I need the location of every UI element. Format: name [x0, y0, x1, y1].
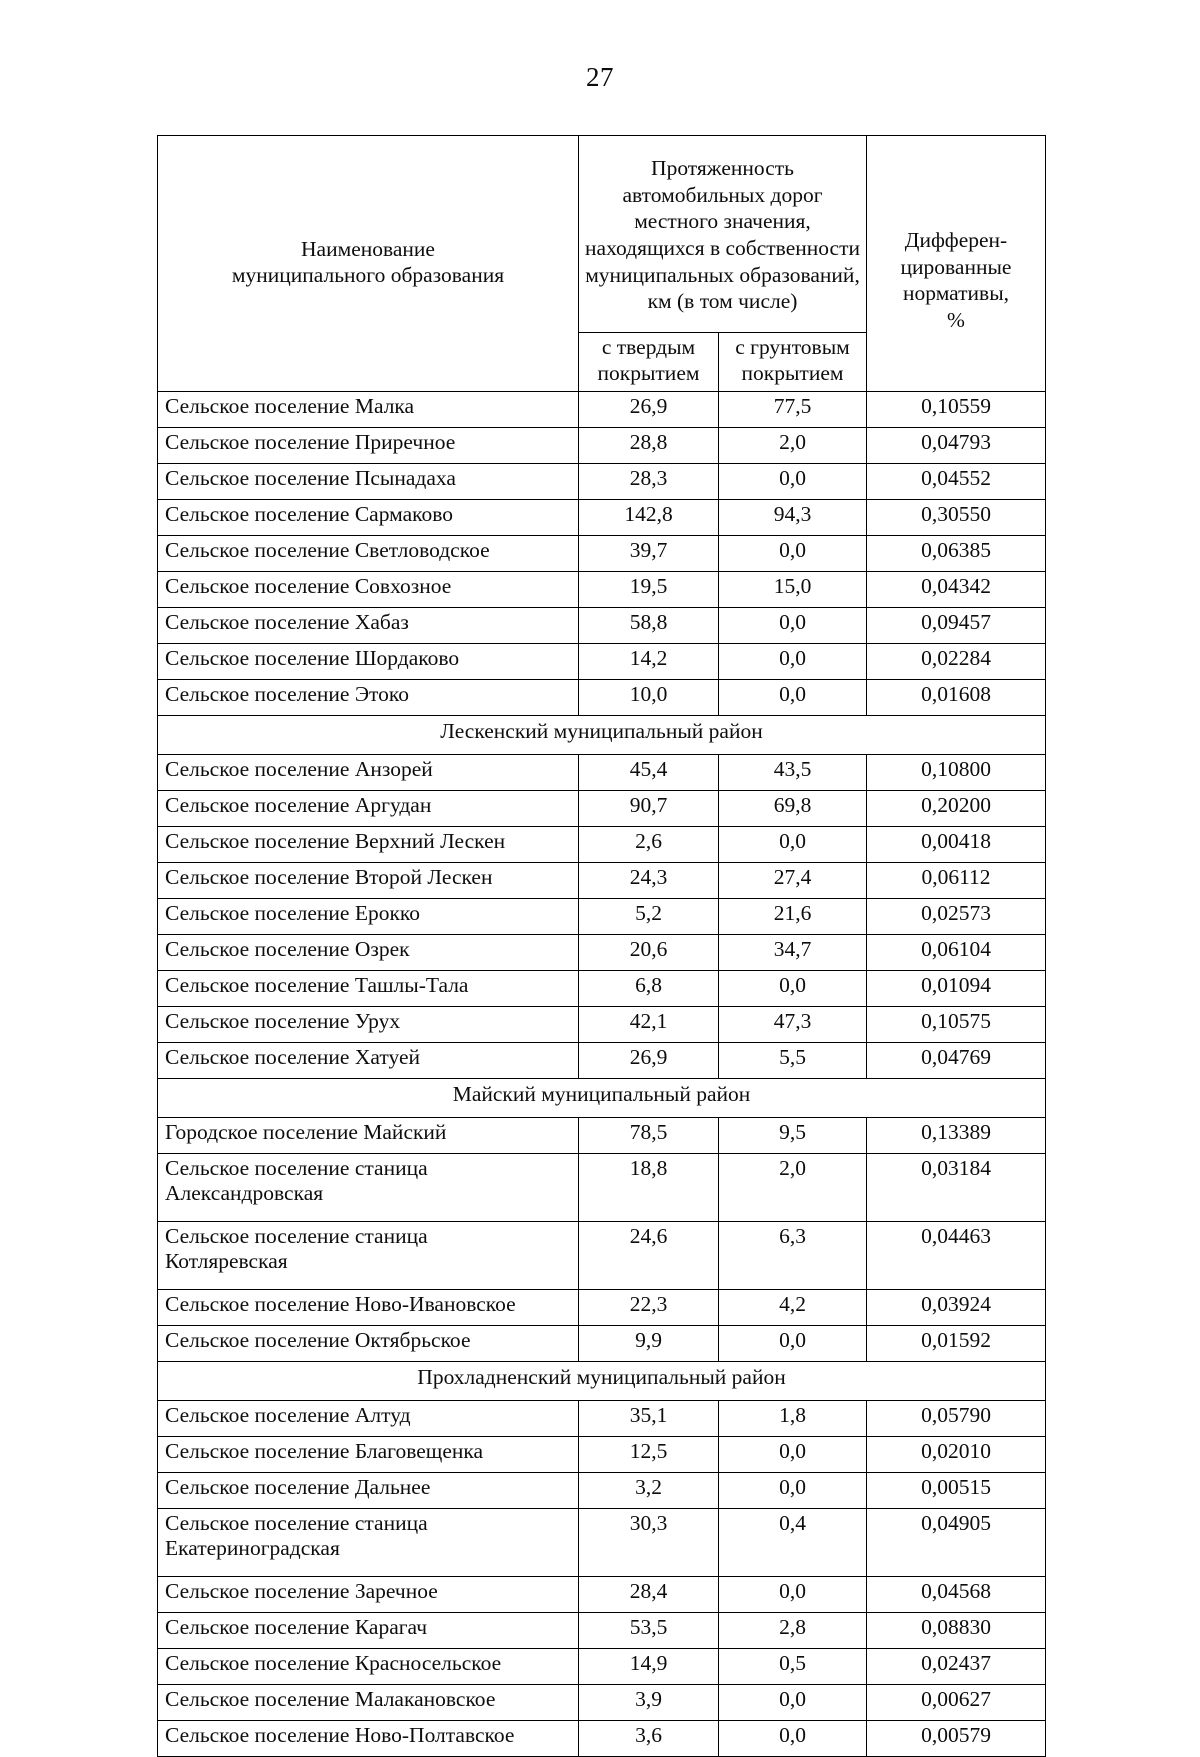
cell-differentiated-norm: 0,10575: [867, 1006, 1046, 1042]
cell-hard-surface-length: 9,9: [579, 1325, 719, 1361]
table-row: [158, 1042, 1046, 1078]
municipality-name-line: Сельское поселение Малакановское: [165, 1686, 496, 1711]
cell-municipality-name: [158, 679, 579, 715]
column-header-soil-surface: [719, 333, 867, 392]
cell-soil-surface-length: 6,3: [719, 1221, 867, 1289]
table-row: [158, 1289, 1046, 1325]
table-row: [158, 391, 1046, 427]
cell-soil-surface-length: 0,0: [719, 1436, 867, 1472]
cell-hard-surface-length: 2,6: [579, 826, 719, 862]
cell-soil-surface-length: 47,3: [719, 1006, 867, 1042]
header-line: цированные: [900, 254, 1012, 279]
municipality-name-line: Сельское поселение станица: [165, 1155, 428, 1180]
table-section-row: [158, 715, 1046, 754]
cell-municipality-name: [158, 1153, 579, 1221]
cell-differentiated-norm: 0,06112: [867, 862, 1046, 898]
header-line: км (в том числе): [647, 289, 798, 314]
municipality-name-line: Сельское поселение Красносельское: [165, 1650, 502, 1675]
cell-soil-surface-length: 5,5: [719, 1042, 867, 1078]
table-header-row-main: [158, 136, 1046, 333]
municipality-name-line: Екатериноградская: [165, 1535, 340, 1560]
cell-differentiated-norm: 0,04905: [867, 1508, 1046, 1576]
cell-municipality-name: [158, 790, 579, 826]
cell-municipality-name: [158, 1325, 579, 1361]
cell-differentiated-norm: 0,04769: [867, 1042, 1046, 1078]
cell-hard-surface-length: 142,8: [579, 499, 719, 535]
cell-hard-surface-length: 39,7: [579, 535, 719, 571]
cell-hard-surface-length: 30,3: [579, 1508, 719, 1576]
cell-differentiated-norm: 0,30550: [867, 499, 1046, 535]
table-row: [158, 643, 1046, 679]
municipality-name-line: Сельское поселение Заречное: [165, 1578, 438, 1603]
cell-hard-surface-length: 26,9: [579, 1042, 719, 1078]
municipality-name-line: Сельское поселение Озрек: [165, 936, 410, 961]
municipality-name-line: Сельское поселение Верхний Лескен: [165, 828, 506, 853]
municipality-name-line: Сельское поселение Ташлы-Тала: [165, 972, 469, 997]
cell-municipality-name: [158, 934, 579, 970]
cell-soil-surface-length: 4,2: [719, 1289, 867, 1325]
cell-differentiated-norm: 0,06104: [867, 934, 1046, 970]
cell-differentiated-norm: 0,02573: [867, 898, 1046, 934]
table-row: [158, 535, 1046, 571]
cell-municipality-name: [158, 1648, 579, 1684]
cell-municipality-name: [158, 1508, 579, 1576]
header-line: с твердым: [601, 335, 696, 359]
cell-differentiated-norm: 0,04793: [867, 427, 1046, 463]
cell-soil-surface-length: 0,0: [719, 826, 867, 862]
cell-differentiated-norm: 0,02284: [867, 643, 1046, 679]
cell-soil-surface-length: 0,5: [719, 1648, 867, 1684]
municipality-name-line: Сельское поселение станица: [165, 1510, 428, 1535]
municipality-name-line: Сельское поселение Ерокко: [165, 900, 421, 925]
cell-hard-surface-length: 28,4: [579, 1576, 719, 1612]
cell-municipality-name: [158, 1042, 579, 1078]
table-row: [158, 1684, 1046, 1720]
header-line: местного значения,: [634, 209, 811, 234]
table-body: [158, 391, 1046, 1756]
table-section-row: [158, 1078, 1046, 1117]
cell-soil-surface-length: 2,8: [719, 1612, 867, 1648]
cell-differentiated-norm: 0,05790: [867, 1400, 1046, 1436]
cell-differentiated-norm: 0,10559: [867, 391, 1046, 427]
column-header-municipality-name: [158, 136, 579, 392]
table-row: [158, 1472, 1046, 1508]
cell-hard-surface-length: 12,5: [579, 1436, 719, 1472]
table-row: [158, 1508, 1046, 1576]
cell-soil-surface-length: 0,0: [719, 535, 867, 571]
header-line: Протяженность: [651, 156, 794, 181]
municipality-name-line: Сельское поселение Светловодское: [165, 537, 490, 562]
cell-municipality-name: [158, 571, 579, 607]
table-row: [158, 1576, 1046, 1612]
cell-municipality-name: [158, 1117, 579, 1153]
table-row: [158, 571, 1046, 607]
cell-soil-surface-length: 15,0: [719, 571, 867, 607]
cell-hard-surface-length: 26,9: [579, 391, 719, 427]
cell-municipality-name: [158, 862, 579, 898]
municipality-name-line: Сельское поселение станица: [165, 1223, 428, 1248]
table-row: [158, 1006, 1046, 1042]
cell-municipality-name: [158, 1400, 579, 1436]
cell-municipality-name: [158, 1221, 579, 1289]
cell-soil-surface-length: 27,4: [719, 862, 867, 898]
section-title: Майский муниципальный район: [158, 1078, 1046, 1117]
cell-municipality-name: [158, 391, 579, 427]
cell-differentiated-norm: 0,13389: [867, 1117, 1046, 1153]
table-row: [158, 754, 1046, 790]
cell-soil-surface-length: 0,0: [719, 1325, 867, 1361]
cell-differentiated-norm: 0,03184: [867, 1153, 1046, 1221]
municipality-name-line: Сельское поселение Второй Лескен: [165, 864, 493, 889]
municipality-name-line: Сельское поселение Ново-Полтавское: [165, 1722, 515, 1747]
table-row: [158, 427, 1046, 463]
municipality-name-line: Сельское поселение Совхозное: [165, 573, 452, 598]
cell-differentiated-norm: 0,10800: [867, 754, 1046, 790]
cell-hard-surface-length: 6,8: [579, 970, 719, 1006]
table-row: [158, 898, 1046, 934]
cell-differentiated-norm: 0,02437: [867, 1648, 1046, 1684]
municipality-name-line: Сельское поселение Аргудан: [165, 792, 432, 817]
cell-soil-surface-length: 21,6: [719, 898, 867, 934]
header-line: находящихся в собственности: [585, 236, 860, 260]
cell-hard-surface-length: 14,2: [579, 643, 719, 679]
cell-hard-surface-length: 20,6: [579, 934, 719, 970]
cell-hard-surface-length: 14,9: [579, 1648, 719, 1684]
cell-hard-surface-length: 3,6: [579, 1720, 719, 1756]
municipality-name-line: Сельское поселение Карагач: [165, 1614, 428, 1639]
cell-municipality-name: [158, 607, 579, 643]
cell-differentiated-norm: 0,02010: [867, 1436, 1046, 1472]
cell-municipality-name: [158, 1289, 579, 1325]
cell-differentiated-norm: 0,01608: [867, 679, 1046, 715]
cell-hard-surface-length: 53,5: [579, 1612, 719, 1648]
cell-hard-surface-length: 3,9: [579, 1684, 719, 1720]
cell-municipality-name: [158, 427, 579, 463]
table-row: [158, 1221, 1046, 1289]
cell-municipality-name: [158, 826, 579, 862]
cell-soil-surface-length: 43,5: [719, 754, 867, 790]
municipality-name-line: Сельское поселение Октябрьское: [165, 1327, 471, 1352]
page-number: 27: [586, 62, 614, 92]
cell-soil-surface-length: 0,0: [719, 1472, 867, 1508]
municipality-name-line: Сельское поселение Дальнее: [165, 1474, 431, 1499]
cell-hard-surface-length: 90,7: [579, 790, 719, 826]
cell-soil-surface-length: 0,0: [719, 463, 867, 499]
cell-soil-surface-length: 34,7: [719, 934, 867, 970]
header-line: покрытием: [597, 360, 700, 385]
cell-municipality-name: [158, 1720, 579, 1756]
cell-municipality-name: [158, 1472, 579, 1508]
cell-differentiated-norm: 0,04463: [867, 1221, 1046, 1289]
table-row: [158, 1612, 1046, 1648]
cell-soil-surface-length: 0,0: [719, 1720, 867, 1756]
table-row: [158, 607, 1046, 643]
section-title: Лескенский муниципальный район: [158, 715, 1046, 754]
municipality-name-line: Сельское поселение Благовещенка: [165, 1438, 484, 1463]
header-line: нормативы,: [903, 281, 1010, 306]
cell-hard-surface-length: 45,4: [579, 754, 719, 790]
municipality-name-line: Котляревская: [165, 1248, 288, 1273]
municipality-name-line: Сельское поселение Приречное: [165, 429, 456, 454]
cell-municipality-name: [158, 499, 579, 535]
cell-municipality-name: [158, 535, 579, 571]
municipality-name-line: Сельское поселение Хатуей: [165, 1044, 420, 1069]
cell-municipality-name: [158, 1612, 579, 1648]
cell-differentiated-norm: 0,08830: [867, 1612, 1046, 1648]
header-line: %: [947, 307, 965, 332]
cell-hard-surface-length: 58,8: [579, 607, 719, 643]
header-line: муниципальных образований,: [585, 262, 860, 287]
cell-hard-surface-length: 28,3: [579, 463, 719, 499]
cell-differentiated-norm: 0,01094: [867, 970, 1046, 1006]
column-header-differentiated-norms: [867, 136, 1046, 392]
cell-soil-surface-length: 0,0: [719, 1684, 867, 1720]
table-section-row: [158, 1361, 1046, 1400]
table-row: [158, 499, 1046, 535]
municipality-name-line: Сельское поселение Малка: [165, 393, 415, 418]
cell-soil-surface-length: 2,0: [719, 427, 867, 463]
cell-hard-surface-length: 24,6: [579, 1221, 719, 1289]
municipality-name-line: Сельское поселение Хабаз: [165, 609, 409, 634]
cell-municipality-name: [158, 463, 579, 499]
cell-differentiated-norm: 0,01592: [867, 1325, 1046, 1361]
header-line: с грунтовым: [735, 335, 850, 359]
cell-hard-surface-length: 10,0: [579, 679, 719, 715]
cell-soil-surface-length: 0,0: [719, 607, 867, 643]
cell-soil-surface-length: 69,8: [719, 790, 867, 826]
cell-hard-surface-length: 18,8: [579, 1153, 719, 1221]
table-row: [158, 463, 1046, 499]
table-row: [158, 934, 1046, 970]
municipality-name-line: Сельское поселение Урух: [165, 1008, 401, 1033]
table-row: [158, 970, 1046, 1006]
cell-hard-surface-length: 5,2: [579, 898, 719, 934]
cell-soil-surface-length: 0,0: [719, 679, 867, 715]
cell-municipality-name: [158, 1576, 579, 1612]
cell-hard-surface-length: 24,3: [579, 862, 719, 898]
table-row: [158, 1153, 1046, 1221]
header-line: Наименование: [301, 236, 435, 261]
table-row: [158, 790, 1046, 826]
municipality-name-line: Александровская: [165, 1180, 324, 1205]
municipality-name-line: Сельское поселение Ново-Ивановское: [165, 1291, 516, 1316]
cell-soil-surface-length: 9,5: [719, 1117, 867, 1153]
header-line: Дифферен-: [904, 227, 1008, 252]
cell-soil-surface-length: 0,4: [719, 1508, 867, 1576]
cell-municipality-name: [158, 1436, 579, 1472]
cell-differentiated-norm: 0,00418: [867, 826, 1046, 862]
cell-hard-surface-length: 3,2: [579, 1472, 719, 1508]
cell-municipality-name: [158, 1006, 579, 1042]
municipal-roads-table: [157, 135, 1046, 1757]
table-row: [158, 1400, 1046, 1436]
header-line: муниципального образования: [231, 263, 505, 288]
cell-soil-surface-length: 0,0: [719, 643, 867, 679]
table-row: [158, 862, 1046, 898]
cell-soil-surface-length: 0,0: [719, 1576, 867, 1612]
header-line: автомобильных дорог: [622, 182, 823, 207]
table-row: [158, 1648, 1046, 1684]
cell-municipality-name: [158, 970, 579, 1006]
cell-soil-surface-length: 1,8: [719, 1400, 867, 1436]
cell-municipality-name: [158, 754, 579, 790]
municipality-name-line: Сельское поселение Сармаково: [165, 501, 454, 526]
cell-differentiated-norm: 0,20200: [867, 790, 1046, 826]
column-header-road-length: [579, 136, 867, 333]
table-row: [158, 1720, 1046, 1756]
cell-hard-surface-length: 22,3: [579, 1289, 719, 1325]
cell-hard-surface-length: 42,1: [579, 1006, 719, 1042]
table-row: [158, 1117, 1046, 1153]
table-row: [158, 679, 1046, 715]
cell-hard-surface-length: 78,5: [579, 1117, 719, 1153]
cell-differentiated-norm: 0,03924: [867, 1289, 1046, 1325]
table-row: [158, 1325, 1046, 1361]
cell-municipality-name: [158, 643, 579, 679]
municipality-name-line: Сельское поселение Этоко: [165, 681, 410, 706]
section-title: Прохладненский муниципальный район: [158, 1361, 1046, 1400]
table-row: [158, 826, 1046, 862]
cell-hard-surface-length: 19,5: [579, 571, 719, 607]
municipality-name-line: Сельское поселение Анзорей: [165, 756, 433, 781]
cell-soil-surface-length: 94,3: [719, 499, 867, 535]
cell-differentiated-norm: 0,04342: [867, 571, 1046, 607]
municipality-name-line: Сельское поселение Псынадаха: [165, 465, 456, 490]
cell-municipality-name: [158, 898, 579, 934]
cell-municipality-name: [158, 1684, 579, 1720]
cell-differentiated-norm: 0,04552: [867, 463, 1046, 499]
cell-soil-surface-length: 77,5: [719, 391, 867, 427]
cell-differentiated-norm: 0,00515: [867, 1472, 1046, 1508]
cell-differentiated-norm: 0,09457: [867, 607, 1046, 643]
municipality-name-line: Сельское поселение Алтуд: [165, 1402, 411, 1427]
table-row: [158, 1436, 1046, 1472]
column-header-hard-surface: [579, 333, 719, 392]
cell-soil-surface-length: 0,0: [719, 970, 867, 1006]
cell-differentiated-norm: 0,00627: [867, 1684, 1046, 1720]
cell-differentiated-norm: 0,00579: [867, 1720, 1046, 1756]
cell-hard-surface-length: 35,1: [579, 1400, 719, 1436]
cell-differentiated-norm: 0,04568: [867, 1576, 1046, 1612]
table-header: [158, 136, 1046, 392]
cell-soil-surface-length: 2,0: [719, 1153, 867, 1221]
municipality-name-line: Городское поселение Майский: [165, 1119, 447, 1144]
cell-hard-surface-length: 28,8: [579, 427, 719, 463]
cell-differentiated-norm: 0,06385: [867, 535, 1046, 571]
header-line: покрытием: [741, 360, 844, 385]
municipality-name-line: Сельское поселение Шордаково: [165, 645, 460, 670]
